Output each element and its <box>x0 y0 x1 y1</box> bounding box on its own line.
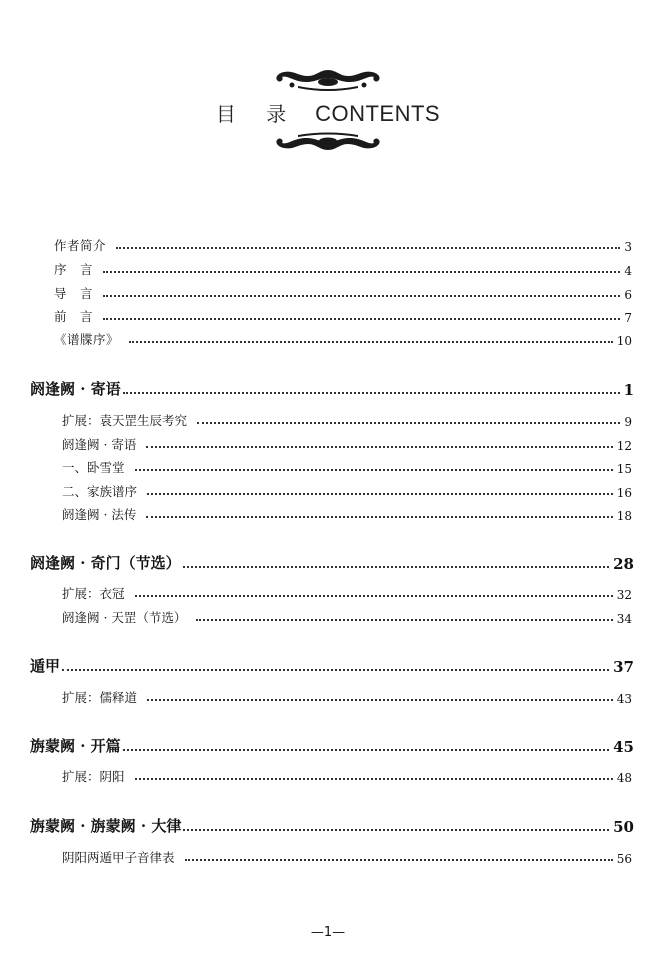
toc-entry-page: 12 <box>616 439 632 453</box>
leader-dots <box>123 392 620 394</box>
toc-entry-label: 阏逢阙 · 寄语 <box>62 437 137 452</box>
toc-entry-label: 扩展：衣冠 <box>62 586 125 601</box>
leader-dots <box>135 469 613 471</box>
toc-section-4[interactable] <box>30 735 634 756</box>
toc-entry-page: 10 <box>616 334 632 348</box>
toc-entry[interactable] <box>62 688 632 706</box>
bottom-ornament-icon <box>268 132 388 154</box>
toc-entry-page: 43 <box>616 692 632 706</box>
toc-entry[interactable] <box>62 435 632 453</box>
toc-entry-preface[interactable] <box>54 260 632 278</box>
toc-section-page: 45 <box>613 738 634 756</box>
leader-dots <box>147 699 613 701</box>
toc-section-3[interactable] <box>30 655 634 676</box>
toc-entry-label: 阏逢阙 · 天罡（节选） <box>62 610 187 625</box>
leader-dots <box>135 595 613 597</box>
toc-entry[interactable] <box>62 458 632 476</box>
leader-dots <box>123 749 609 751</box>
toc-entry-introduction[interactable] <box>54 284 632 302</box>
toc-entry-page: 18 <box>616 509 632 523</box>
leader-dots <box>146 516 612 518</box>
toc-entry-label: 作者简介 <box>54 238 107 253</box>
leader-dots <box>147 493 613 495</box>
toc-entry-label: 阴阳两遁甲子音律表 <box>62 850 175 865</box>
leader-dots <box>129 341 613 343</box>
toc-entry-page: 48 <box>616 771 632 785</box>
toc-entry-label: 扩展：阴阳 <box>62 769 125 784</box>
toc-section-1[interactable] <box>30 378 634 399</box>
toc-entry-label: 前 言 <box>54 309 94 324</box>
toc-section-page: 50 <box>613 818 634 836</box>
toc-entry-page: 6 <box>624 288 632 302</box>
toc-entry-label: 阏逢阙 · 法传 <box>62 507 137 522</box>
toc-entry-foreword[interactable] <box>54 307 632 325</box>
leader-dots <box>103 271 620 273</box>
toc-entry-page: 34 <box>616 612 632 626</box>
leader-dots <box>196 619 612 621</box>
toc-entry-label: 序 言 <box>54 262 94 277</box>
toc-entry-genealogy-preface[interactable] <box>54 330 632 348</box>
toc-entry[interactable] <box>62 848 632 866</box>
toc-entry-page: 9 <box>624 415 632 429</box>
top-ornament-icon <box>268 66 388 92</box>
page-number: —1— <box>310 925 346 940</box>
leader-dots <box>183 829 609 831</box>
toc-entry-label: 二、家族谱序 <box>62 484 138 499</box>
leader-dots <box>183 566 609 568</box>
toc-entry[interactable] <box>62 411 632 429</box>
toc-section-title: 旃蒙阙 · 开篇 <box>30 737 121 755</box>
toc-section-title: 阏逢阙 · 奇门（节选） <box>30 554 181 572</box>
toc-entry-label: 《谱牒序》 <box>54 332 120 347</box>
leader-dots <box>197 422 620 424</box>
toc-entry-label: 扩展：袁天罡生辰考究 <box>62 413 188 428</box>
toc-entry[interactable] <box>62 584 632 602</box>
toc-entry-label: 一、卧雪堂 <box>62 460 125 475</box>
toc-entry-page: 16 <box>616 486 632 500</box>
toc-section-2[interactable] <box>30 552 634 573</box>
toc-entry-page: 7 <box>624 311 632 325</box>
title-english: CONTENTS <box>315 101 441 126</box>
toc-entry-page: 15 <box>616 462 632 476</box>
toc-entry-author-intro[interactable] <box>54 236 632 254</box>
leader-dots <box>103 295 620 297</box>
toc-entry-page: 4 <box>624 264 632 278</box>
toc-entry-page: 3 <box>624 240 632 254</box>
toc-section-title: 旃蒙阙 · 旃蒙阙 · 大律 <box>30 817 182 835</box>
toc-section-page: 37 <box>613 658 634 676</box>
leader-dots <box>146 446 612 448</box>
toc-section-title: 阏逢阙 · 寄语 <box>30 380 121 398</box>
toc-entry[interactable] <box>62 608 632 626</box>
leader-dots <box>103 318 620 320</box>
toc-entry-label: 导 言 <box>54 286 94 301</box>
leader-dots <box>135 778 613 780</box>
toc-entry-page: 56 <box>616 852 632 866</box>
toc-entry-page: 32 <box>616 588 632 602</box>
toc-section-page: 1 <box>623 381 634 399</box>
title-chinese: 目 录 <box>215 102 299 126</box>
toc-entry[interactable] <box>62 767 632 785</box>
toc-section-5[interactable] <box>30 815 634 836</box>
toc-entry-label: 扩展：儒释道 <box>62 690 138 705</box>
page-title <box>0 98 656 127</box>
toc-section-title: 遁甲 <box>30 657 61 675</box>
leader-dots <box>62 669 609 671</box>
toc-entry[interactable] <box>62 505 632 523</box>
leader-dots <box>116 247 620 249</box>
toc-section-page: 28 <box>613 555 634 573</box>
toc-entry[interactable] <box>62 482 632 500</box>
leader-dots <box>185 859 613 861</box>
